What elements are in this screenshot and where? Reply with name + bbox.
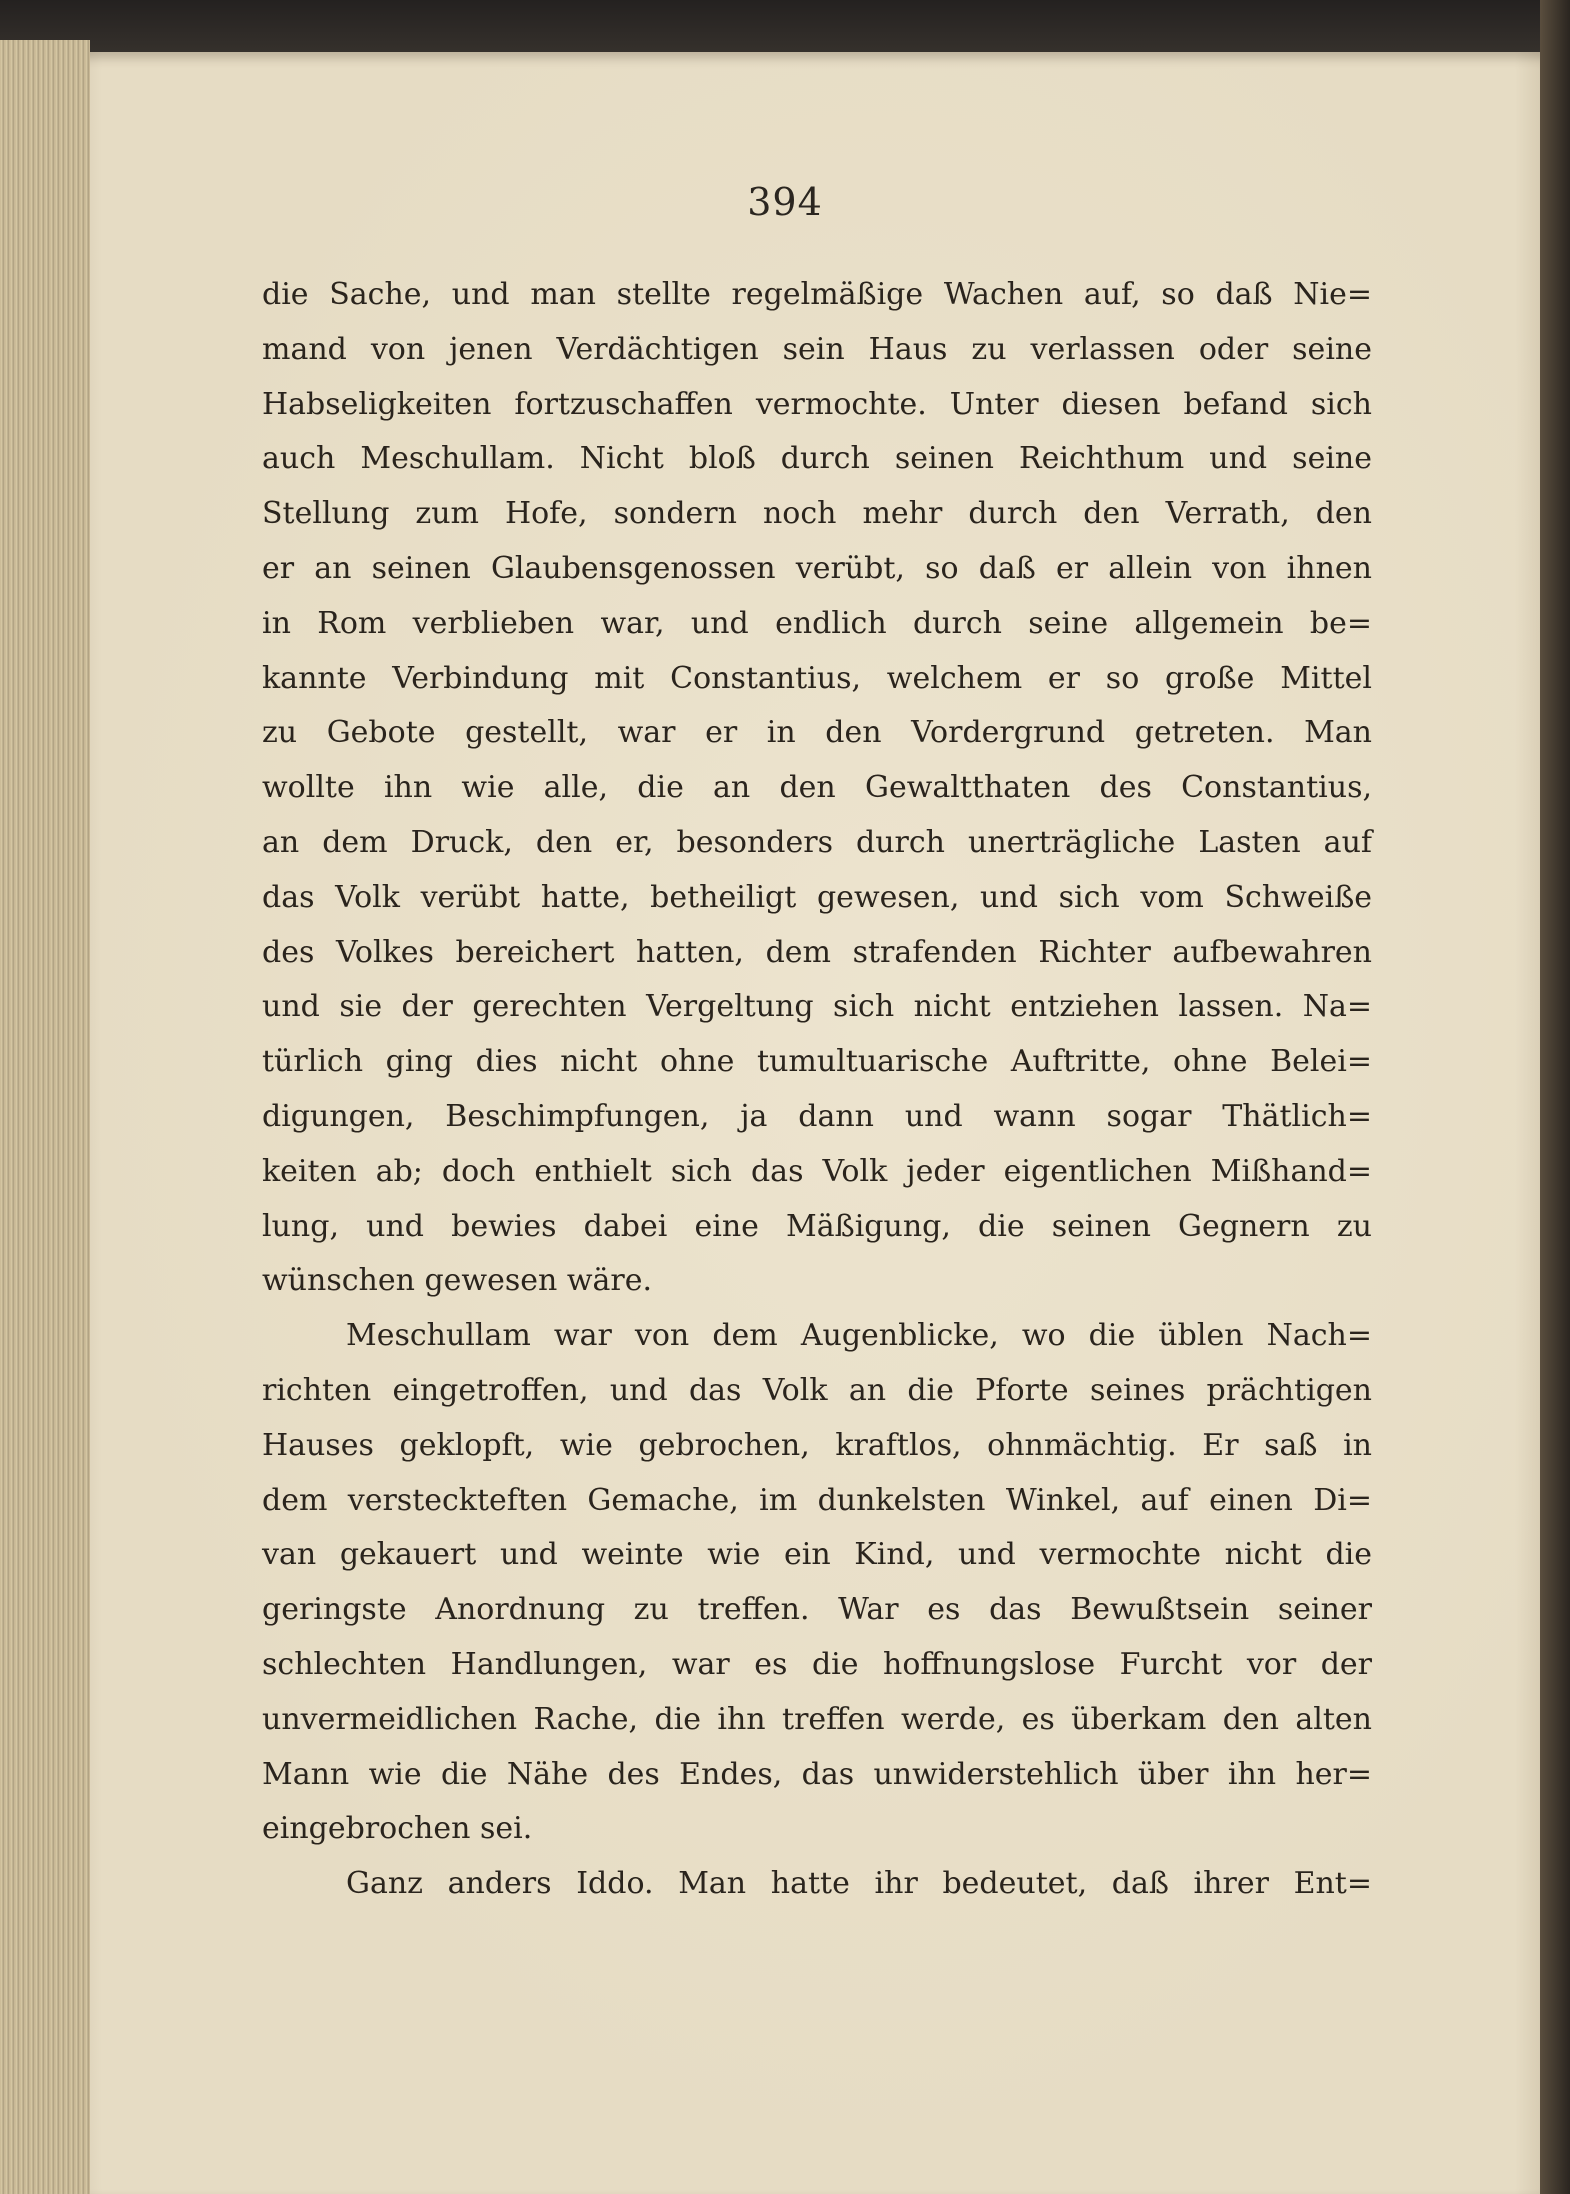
text-line: in Rom verblieben war, und endlich durch seine allgemein be= [262,605,1372,641]
text-line: van gekauert und weinte wie ein Kind, und vermochte nicht die [262,1537,1372,1573]
text-line: Mann wie die Nähe des Endes, das unwiderstehlich über ihn her= [262,1756,1372,1792]
text-line: kannte Verbindung mit Constantius, welchem er so große Mittel [262,660,1372,696]
text-line: digungen, Beschimpfungen, ja dann und wann sogar Thätlich= [262,1098,1372,1134]
text-line: dem versteckteften Gemache, im dunkelsten Winkel, auf einen Di= [262,1482,1372,1518]
text-line: keiten ab; doch enthielt sich das Volk jeder eigentlichen Mißhand= [262,1153,1372,1189]
text-line: lung, und bewies dabei eine Mäßigung, die seinen Gegnern zu [262,1208,1372,1244]
paragraph-end-line: eingebrochen sei. [262,1811,533,1847]
text-line: geringste Anordnung zu treffen. War es das Bewußtsein seiner [262,1592,1372,1628]
text-line: Hauses geklopft, wie gebrochen, kraftlos, ohnmächtig. Er saß in [262,1427,1372,1463]
text-line: wollte ihn wie alle, die an den Gewaltthaten des Constantius, [262,770,1372,806]
body-text [262,268,1372,1912]
stacked-page-edges [0,40,90,2194]
text-line: auch Meschullam. Nicht bloß durch seinen Reichthum und seine [262,441,1372,477]
text-line: unvermeidlichen Rache, die ihn treffen werde, es überkam den alten [262,1701,1372,1737]
book-cover-right-edge [1540,0,1570,2194]
text-line: mand von jenen Verdächtigen sein Haus zu verlassen oder seine [262,331,1372,367]
text-line: an dem Druck, den er, besonders durch unerträgliche Lasten auf [262,824,1372,860]
text-line: und sie der gerechten Vergeltung sich nicht entziehen lassen. Na= [262,989,1372,1025]
paragraph-end-line: wünschen gewesen wäre. [262,1263,653,1299]
page-number: 394 [747,180,823,224]
text-line: die Sache, und man stellte regelmäßige Wachen auf, so daß Nie= [262,277,1372,312]
text-line: Stellung zum Hofe, sondern noch mehr durch den Verrath, den [262,496,1372,532]
paragraph-start-line: Meschullam war von dem Augenblicke, wo die üblen Nach= [346,1318,1372,1354]
text-line: das Volk verübt hatte, betheiligt gewesen, und sich vom Schweiße [262,879,1372,915]
text-line: richten eingetroffen, und das Volk an die Pforte seines prächtigen [262,1372,1372,1408]
text-line: er an seinen Glaubensgenossen verübt, so daß er allein von ihnen [262,550,1372,586]
text-line: Habseligkeiten fortzuschaffen vermochte. Unter diesen befand sich [262,386,1372,422]
text-line: schlechten Handlungen, war es die hoffnungslose Furcht vor der [262,1646,1372,1682]
text-line: türlich ging dies nicht ohne tumultuarische Auftritte, ohne Belei= [262,1044,1372,1080]
text-line: zu Gebote gestellt, war er in den Vordergrund getreten. Man [262,715,1372,751]
text-line: des Volkes bereichert hatten, dem strafenden Richter aufbewahren [262,934,1372,970]
paragraph-start-line: Ganz anders Iddo. Man hatte ihr bedeutet, daß ihrer Ent= [346,1866,1372,1902]
